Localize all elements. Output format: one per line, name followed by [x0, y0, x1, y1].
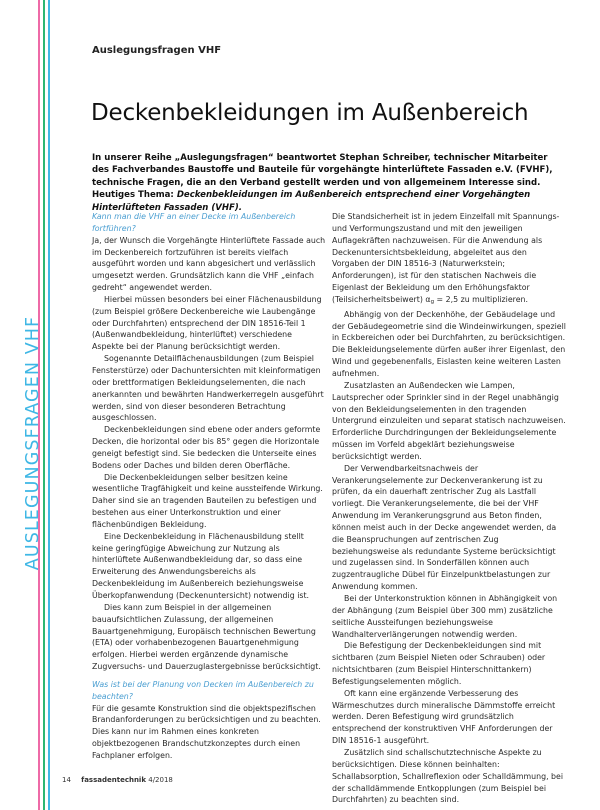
- body-paragraph: Oft kann eine ergänzende Verbesserung des Wärmeschutzes durch mineralische Dämmstoffe erreicht werden. Deren Befestigung wird grundsätzlich entsprechend der konstruktiven VHF Anforderungen der DIN 18516-1 ausgeführt.: [332, 688, 556, 746]
- decorative-stripe-blue: [48, 0, 50, 810]
- body-paragraph: Der Verwendbarkeitsnachweis der Verankerungselemente zur Deckenverankerung ist zu prüfen, da ein dauerhaft zentrischer Zug als Lastfall vorliegt. Die Verankerungselemente, die bei der VHF Anwendung im Verankerungsgrund aus Beton finden, können meist auch in der Decke angewendet werden, da die Beanspruchungen auf zentrischen Zug beziehungsweise als redundante Systeme berücksichtigt und zugelassen sind. In Sonderfällen können auch zugzentraugliche Dübel für Einzelpunktbelastungen zur Anwendung kommen.: [332, 463, 557, 592]
- body-paragraph: Ja, der Wunsch die Vorgehängte Hinterlüftete Fassade auch im Deckenbereich fortzuführen ist bereits vielfach ausgeführt worden und kann abgesichert und verlässlich umgesetzt werden. Grundsätzlich kann die VHF „einfach gedreht“ angewendet werden.: [92, 235, 326, 293]
- magazine-name: fassadentechnik: [81, 776, 146, 784]
- body-paragraph: Die Befestigung der Deckenbekleidungen sind mit sichtbaren (zum Beispiel Nieten oder Schrauben) oder nichtsichtbaren (zum Beispiel Hinterschnittankern) Befestigungselementen möglich.: [332, 641, 546, 686]
- body-paragraph: Bei der Unterkonstruktion können in Abhängigkeit von der Abhängung (zum Beispiel über 300 mm) zusätzliche seitliche Aussteifungen beziehungsweise Wandhalterverlängerungen notwendig werden.: [332, 594, 558, 639]
- question-heading: Was ist bei der Planung von Decken im Außenbereich zu beachten?: [92, 679, 314, 701]
- lead-italic-text: Deckenbekleidungen im Außenbereich entsprechend einer Vorgehängten Hinterlüfteten Fassaden (VHF).: [92, 190, 531, 213]
- body-paragraph: [332, 211, 566, 309]
- page-number: 14: [62, 776, 71, 784]
- body-paragraph: Die Deckenbekleidungen selber besitzen keine wesentliche Tragfähigkeit und keine aussteifende Wirkung. Daher sind sie an tragenden Bauteilen zu befestigen und bestehen aus einer Unterkonstruktion und einer flächenbündigen Bekleidung.: [92, 472, 323, 529]
- body-paragraph: Abhängig von der Deckenhöhe, der Gebäudelage und der Gebäudegeometrie sind die Windeinwirkungen, speziell in Eckbereichen oder bei Durchfahrten, zu berücksichtigen. Die Bekleidungselemente dürfen außer ihrer Eigenlast, den Wind und gegebenenfalls, Eislasten keine weiteren Lasten aufnehmen.: [332, 309, 566, 378]
- subscript: g: [430, 298, 435, 305]
- right-column: [332, 211, 566, 806]
- question-heading: Kann man die VHF an einer Decke im Außenbereich fortführen?: [92, 212, 296, 233]
- body-text: = 2,5 zu multiplizieren.: [434, 294, 529, 304]
- issue-number: 4/2018: [148, 776, 173, 784]
- body-paragraph: Eine Deckenbekleidung in Flächenausbildung stellt keine geringfügige Abweichung zur Nutzung als hinterlüftete Außenwandbekleidung dar, so dass eine Erweiterung des Anwendungsbereichs als Deckenbekleidung im Außenbereich beziehungsweise Überkopfanwendung (Deckenuntersicht) notwendig ist.: [92, 531, 310, 600]
- left-column: [92, 211, 326, 762]
- section-kicker: Auslegungsfragen VHF: [92, 45, 222, 56]
- body-text: Die Standsicherheit ist in jedem Einzelfall mit Spannungs- und Verformungszustand und mit den jeweiligen Auflagekräften nachzuweisen. Für die Anwendung als Deckenuntersichtsbekleidung, abgeleitet aus den Vorgaben der DIN 18516-3 (Naturwerkstein; Anforderungen), ist für den statischen Nachweis die Eigenlast der Bekleidung um den Erhöhungsfaktor (Teilsicherheitsbeiwert) α: [332, 212, 560, 304]
- lead-paragraph: [92, 152, 562, 214]
- lead-text: In unserer Reihe „Auslegungsfragen“ beantwortet Stephan Schreiber, technischer Mitarbeiter des Fachverbandes Baustoffe und Bauteile für vorgehängte hinterlüftete Fassaden e.V. (FVHF), technische Fragen, die an den Verband gestellt werden und von allgemeinem Interesse sind. Heutiges Thema:: [92, 153, 553, 201]
- body-paragraph: Deckenbekleidungen sind ebene oder anders geformte Decken, die horizontal oder bis 85° gegen die Horizontale geneigt befestigt sind. Sie bedecken die Unterseite eines Bodens oder Daches und bilden deren Oberfläche.: [92, 425, 321, 470]
- body-paragraph: Dies kann zum Beispiel in der allgemeinen bauaufsichtlichen Zulassung, der allgemeinen Bauartgenehmigung, Europäisch technischen Bewertung (ETA) oder vorhabenbezogenen Bauartgenehmigung erfolgen. Hierbei werden ergänzende dynamische Zugversuchs- und Dauerzuglastergebnisse berücksichtigt.: [92, 602, 321, 672]
- body-paragraph: Sogenannte Detailflächenausbildungen (zum Beispiel Fensterstürze) oder Dachuntersichten mit kleinformatigen oder brettformatigen Bekleidungselementen, die nach anerkannten und bewährten Handwerkerregeln ausgeführt werden, sind von dieser besonderen Betrachtung ausgeschlossen.: [92, 354, 324, 423]
- body-paragraph: Hierbei müssen besonders bei einer Flächenausbildung (zum Beispiel größere Deckenbereiche wie Laubengänge oder Durchfahrten) entsprechend der DIN 18516-Teil 1 (Außenwandbekleidung, hinterlüftet) verschiedene Aspekte bei der Planung berücksichtigt werden.: [92, 294, 322, 352]
- page-footer: [62, 776, 173, 784]
- body-paragraph: Für die gesamte Konstruktion sind die objektspezifischen Brandanforderungen zu berücksichtigen und zu beachten. Dies kann nur im Rahmen eines konkreten objektbezogenen Brandschutzkonzeptes durch einen Fachplaner erfolgen.: [92, 703, 321, 760]
- article-title: Deckenbekleidungen im Außenbereich: [91, 100, 529, 126]
- body-paragraph: Zusätzlich sind schallschutztechnische Aspekte zu berücksichtigen. Diese können beinhalten: Schallabsorption, Schallreflexion oder Schalldämmung, bei der schalldämmende Entkopplungen (zum Beispiel bei Durchfahrten) zu beachten sind.: [332, 747, 564, 805]
- side-section-label: AUSLEGUNGSFRAGEN VHF: [23, 315, 43, 571]
- body-paragraph: Zusatzlasten an Außendecken wie Lampen, Lautsprecher oder Sprinkler sind in der Regel unabhängig von den Bekleidungselementen in den tragenden Untergrund einzuleiten und separat statisch nachzuweisen. Erforderliche Durchdringungen der Bekleidungselemente müssen im Vorfeld abgeklärt beziehungsweise berücksichtigt werden.: [332, 380, 566, 461]
